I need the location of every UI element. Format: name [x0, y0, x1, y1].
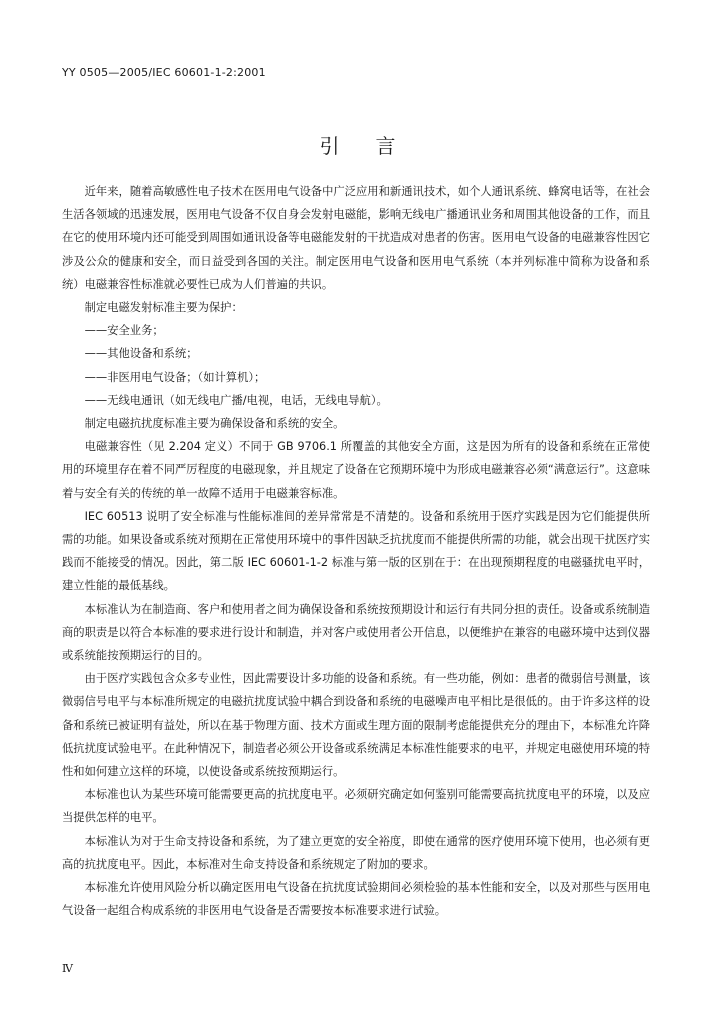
list-item: ——非医用电气设备；（如计算机）；: [84, 370, 266, 384]
document-body: [62, 180, 650, 923]
list-item: ——安全业务；: [84, 324, 164, 338]
paragraph-emission-purpose: 制定电磁发射标准主要为保护：: [84, 301, 243, 315]
paragraph-life-support: 本标准认为对于生命支持设备和系统，为了建立更宽的安全裕度，即使在通常的医疗使用环境下使用，也必须有更高的抗扰度电平。因此，本标准对生命支持设备和系统规定了附加的要求。: [62, 834, 650, 871]
list-item: ——其他设备和系统；: [84, 347, 198, 361]
standard-number-header: YY 0505—2005/IEC 60601-1-2:2001: [62, 66, 266, 79]
paragraph-responsibility: 本标准认为在制造商、客户和使用者之间为确保设备和系统按预期设计和运行有共同分担的责任。设备或系统制造商的职责是以符合本标准的要求进行设计和制造，并对客户或使用者公开信息，以便维护在兼容的电磁环境中达到仪器或系统能按预期运行的目的。: [62, 602, 650, 663]
paragraph-iec-60513: IEC 60513 说明了安全标准与性能标准间的差异常常是不清楚的。设备和系统用于医疗实践是因为它们能提供所需的功能。如果设备或系统对预期在正常使用环境中的事件因缺乏抗扰度而不能提供所需的功能，就会出现干扰医疗实践而不能接受的情况。因此，第二版 IEC 60601-1-2 标准与第一版的区别在于：在出现预期程度的电磁骚扰电平时，建立性能的最低基线。: [62, 509, 650, 593]
paragraph-medical-practice: 由于医疗实践包含众多专业性，因此需要设计多功能的设备和系统。有一些功能，例如：患者的微弱信号测量，该微弱信号电平与本标准所规定的电磁抗扰度试验中耦合到设备和系统的电磁噪声电平相比是很低的。由于许多这样的设备和系统已被证明有益处，所以在基于物理方面、技术方面或生理方面的限制考虑能提供充分的理由下，本标准允许降低抗扰度试验电平。在此种情况下，制造者必须公开设备或系统满足本标准性能要求的电平，并规定电磁使用环境的特性和如何建立这样的环境，以使设备或系统按预期运行。: [62, 672, 650, 779]
page-number: Ⅳ: [62, 962, 73, 975]
list-item: ——无线电通讯（如无线电广播/电视，电话，无线电导航）。: [84, 393, 388, 407]
page-title: 引言: [319, 134, 432, 158]
paragraph-intro: 近年来，随着高敏感性电子技术在医用电气设备中广泛应用和新通讯技术，如个人通讯系统、蜂窝电话等，在社会生活各领域的迅速发展，医用电气设备不仅自身会发射电磁能，影响无线电广播通讯业务和周围其他设备的工作，而且在它的使用环境内还可能受到周围如通讯设备等电磁能发射的干扰造成对患者的伤害。医用电气设备的电磁兼容性因它涉及公众的健康和安全，而日益受到各国的关注。制定医用电气设备和医用电气系统（本并列标准中简称为设备和系统）电磁兼容性标准就必要性已成为人们普遍的共识。: [62, 185, 650, 291]
paragraph-immunity-purpose: 制定电磁抗扰度标准主要为确保设备和系统的安全。: [84, 417, 345, 431]
paragraph-risk-analysis: 本标准允许使用风险分析以确定医用电气设备在抗扰度试验期间必须检验的基本性能和安全，以及对那些与医用电气设备一起组合构成系统的非医用电气设备是否需要按本标准要求进行试验。: [62, 881, 650, 918]
paragraph-higher-immunity: 本标准也认为某些环境可能需要更高的抗扰度电平。必须研究确定如何鉴别可能需要高抗扰度电平的环境，以及应当提供怎样的电平。: [62, 788, 650, 825]
paragraph-emc-definition: 电磁兼容性（见 2.204 定义）不同于 GB 9706.1 所覆盖的其他安全方面，这是因为所有的设备和系统在正常使用的环境里存在着不同严厉程度的电磁现象，并且规定了设备在它预期环境中为形成电磁兼容必须“满意运行”。这意味着与安全有关的传统的单一故障不适用于电磁兼容标准。: [62, 440, 650, 500]
